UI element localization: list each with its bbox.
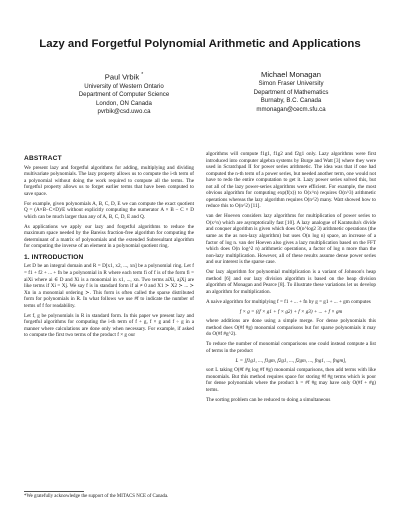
footnote-text: *We gratefully acknowledge the support of the MITACS NCE of Canada. xyxy=(24,493,169,499)
body-paragraph-1: algorithms will compute f1g1, f1g2 and f2g1 only. Lazy algorithms were first introduced into computer algebra systems by Burge and Watt [3] where they were used in Scratchpad II for power series arithmetic. The idea was that if one had computed the n-th term of a power series, but needed another term, one would not have to redo the entire computation to get it. Lazy power series solved this, but not all of the lazy power-series algorithms were efficient. For example, the most obvious algorithm for computing exp(f(x)) to O(x^n) requires O(n^3) arithmetic operations whereas the lazy algorithm requires O(n^2) many. Watt showed how to reduce this to O(n^2) [11]. xyxy=(206,151,376,210)
term-list-formula: L = [f1g1, ..., f1gm, f2g1, ..., f2gm, ..., fng1, ..., fngm], xyxy=(235,357,347,364)
author-block-2 xyxy=(211,71,371,114)
body-paragraph-8: The sorting problem can be reduced to doing a simultaneous xyxy=(206,396,331,403)
author-name: Michael Monagan xyxy=(261,70,321,79)
left-column xyxy=(24,156,194,342)
intro-paragraph-2: Let f, g be polynomials in R in standard form. In this paper we present lazy and forgetful algorithms for computing the i-th term of f + g, f × g and f ÷ g in a manner where calculations are done only when necessary. For example, if asked to compute the first two terms of the product f × g our xyxy=(24,312,194,339)
author-location: London, ON Canada xyxy=(96,99,152,107)
footnote-rule xyxy=(24,491,84,492)
author-name: Paul Vrbik xyxy=(104,72,140,82)
abstract-heading: ABSTRACT xyxy=(24,155,62,162)
author-affiliation: Simon Fraser University xyxy=(258,80,324,88)
author-location: Burnaby, B.C. Canada xyxy=(260,97,322,105)
abstract-paragraph-1: We present lazy and forgetful algorithms for adding, multiplying and dividing multivariate polynomials. The lazy property allows us to compute the i-th term of a polynomial without doing the work required to compute all the terms. The forgetful property allows us to forget earlier terms that have been computed to save space. xyxy=(24,164,194,197)
footnote xyxy=(24,491,194,500)
author-department: Department of Computer Science xyxy=(78,91,170,99)
body-paragraph-7: sort L taking O(#f #g log #f #g) monomial comparisons, then add terms with like monomials. But this method requires space for storing #f #g terms which is poor for dense polynomials where the product h = #f #g may have only O(#f + #g) terms. xyxy=(206,367,376,393)
author-block-1 xyxy=(44,71,204,117)
multiplication-formula: f × g = ((f × g1 + f × g2) + f × g3) + ... + f × gm xyxy=(239,308,343,315)
section-heading-introduction: 1. INTRODUCTION xyxy=(24,253,84,261)
intro-paragraph-1: Let D be an integral domain and R = D[x1, x2, ..., xn] be a polynomial ring. Let f = f1 + f2 + ... + fn be a polynomial in R where each term fi of f is of the form fi = aiXi where ai ∈ D and Xi is a monomial in x1, ..., xn. Two terms aiXi, ajXj are like terms if Xi = Xj. We say f is in standard form if ai ≠ 0 and X1 ≻ X2 ≻ ... ≻ Xn in a monomial ordering ≻. This form is often called the sparse distributed form for polynomials in R. In what follows we use #f to indicate the number of terms of f for readability. xyxy=(24,263,194,309)
abstract-paragraph-2: For example, given polynomials A, B, C, D, E we can compute the exact quotient Q = (A×B−C×D)/E without explicitly computing the numerator A × B − C × D which can be much larger than any of A, B, C, D, E and Q. xyxy=(24,200,194,220)
abstract-paragraph-3: As applications we apply our lazy and forgetful algorithms to reduce the maximum space needed by the Bareiss fraction-free algorithm for computing the determinant of a matrix of polynomials and the extended Subresultant algorithm for computing the inverse of an element in a polynomial quotient ring. xyxy=(24,223,194,250)
right-column xyxy=(206,151,376,407)
body-paragraph-4: A naive algorithm for multiplying f = f1 + ... + fn by g = g1 + ... + gm computes xyxy=(206,298,371,305)
body-paragraph-3: Our lazy algorithm for polynomial multiplication is a variant of Johnson's heap method [6] and our lazy division algorithm is based on the heap division algorithm of Monagan and Pearce [8]. To illustrate these variations let us develop an algorithm for multiplication. xyxy=(206,269,376,295)
paper-title: Lazy and Forgetful Polynomial Arithmetic and Applications xyxy=(39,38,361,50)
body-paragraph-6: To reduce the number of monomial comparisons one could instead compute a list of terms in the product xyxy=(206,341,376,354)
author-email[interactable]: pvrbik@csd.uwo.ca xyxy=(97,108,151,116)
author-email[interactable]: mmonagan@cecm.sfu.ca xyxy=(256,105,326,113)
author-affiliation: University of Western Ontario xyxy=(84,82,164,90)
body-paragraph-5: where additions are done using a simple merge. For dense polynomials this method does O(#f #g) monomial comparisons but for sparse polynomials it may do O(#f #g^2). xyxy=(206,318,376,338)
body-paragraph-2: van der Hoeven considers lazy algorithms for multiplication of power series to O(x^n) which are asymptotically fast [10]. A lazy analogue of Karatsuba's divide and conquer algorithm is given which does O(n^log2 3) arithmetic operations (the same as the as non-lazy algorithm) but uses O(n log n) space, an increase of a factor of log n. van der Hoeven also gives a lazy multiplication based on the FFT which does O(n log^2 n) arithmetic operations, a factor of log n more than the non-lazy multiplication. However, all of these results assume dense power series and our interest is the sparse case. xyxy=(206,213,376,266)
author-footnote-mark: * xyxy=(141,72,144,78)
author-department: Department of Mathematics xyxy=(253,88,329,96)
